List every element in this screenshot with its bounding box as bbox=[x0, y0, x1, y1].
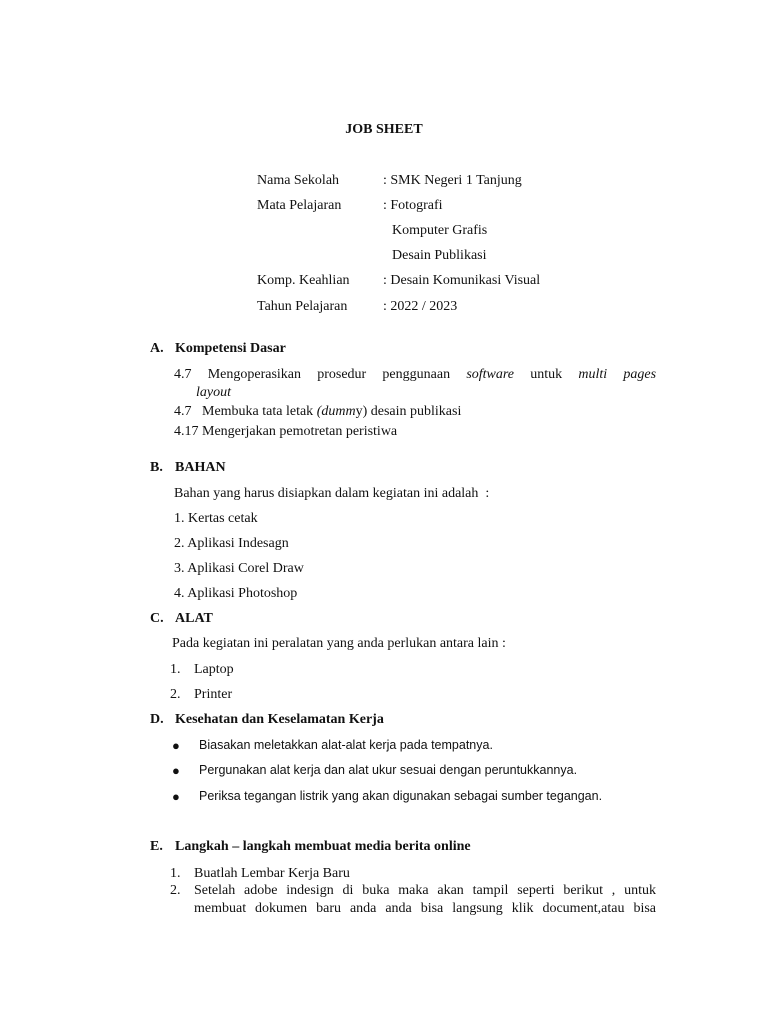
bahan-item-2: 2. Aplikasi Indesagn bbox=[174, 536, 289, 551]
kd-item-1-text: Mengoperasikan prosedur penggunaan bbox=[207, 367, 451, 382]
bahan-intro: Bahan yang harus disiapkan dalam kegiatan ini adalah : bbox=[174, 486, 490, 501]
section-d-letter: D. bbox=[150, 712, 164, 727]
k3-item-2: Pergunakan alat kerja dan alat ukur sesuai dengan peruntukkannya. bbox=[199, 763, 578, 777]
info-value-subject-2: Komputer Grafis bbox=[392, 223, 488, 238]
section-c-title: ALAT bbox=[175, 611, 213, 626]
info-value-subject: : Fotografi bbox=[383, 198, 443, 213]
info-value-expertise: : Desain Komunikasi Visual bbox=[383, 273, 541, 288]
kd-item-1-layout: layout bbox=[196, 385, 231, 400]
section-e-letter: E. bbox=[150, 839, 163, 854]
kd-item-1-multipages: multi pages bbox=[578, 367, 657, 382]
bahan-item-1: 1. Kertas cetak bbox=[174, 511, 258, 526]
section-b-letter: B. bbox=[150, 460, 163, 475]
alat-item-2: Printer bbox=[194, 687, 233, 702]
bullet-icon: ● bbox=[172, 763, 180, 778]
kd-item-1-untuk: untuk bbox=[530, 367, 563, 382]
section-e-title: Langkah – langkah membuat media berita online bbox=[175, 839, 471, 854]
kd-item-3: 4.17 Mengerjakan pemotretan peristiwa bbox=[174, 424, 398, 439]
langkah-item-2-line2: membuat dokumen baru anda anda bisa langsung klik document,atau bisa bbox=[194, 901, 656, 916]
info-label-year: Tahun Pelajaran bbox=[257, 299, 348, 314]
alat-item-1: Laptop bbox=[194, 662, 234, 677]
kd-item-1-num: 4.7 bbox=[174, 367, 192, 382]
bahan-item-3: 3. Aplikasi Corel Draw bbox=[174, 561, 304, 576]
section-a-letter: A. bbox=[150, 341, 164, 356]
bahan-item-4: 4. Aplikasi Photoshop bbox=[174, 586, 298, 601]
section-b-title: BAHAN bbox=[175, 460, 226, 475]
bullet-icon: ● bbox=[172, 789, 180, 804]
k3-item-3: Periksa tegangan listrik yang akan digunakan sebagai sumber tegangan. bbox=[199, 789, 603, 803]
bullet-icon: ● bbox=[172, 738, 180, 753]
alat-intro: Pada kegiatan ini peralatan yang anda perlukan antara lain : bbox=[172, 636, 506, 651]
kd-item-1 bbox=[174, 367, 656, 383]
kd-item-1-software: software bbox=[466, 367, 515, 382]
section-a-heading bbox=[150, 341, 286, 357]
section-d-title: Kesehatan dan Keselamatan Kerja bbox=[175, 712, 384, 727]
langkah-item-1-num: 1. bbox=[170, 866, 181, 881]
info-value-school: : SMK Negeri 1 Tanjung bbox=[383, 173, 522, 188]
info-label-school: Nama Sekolah bbox=[257, 173, 340, 188]
section-e-heading bbox=[150, 839, 471, 855]
langkah-item-2-line1: Setelah adobe indesign di buka maka akan tampil seperti berikut , untuk bbox=[194, 883, 656, 898]
k3-item-1: Biasakan meletakkan alat-alat kerja pada tempatnya. bbox=[199, 738, 493, 752]
info-label-subject: Mata Pelajaran bbox=[257, 198, 342, 213]
langkah-item-1: Buatlah Lembar Kerja Baru bbox=[194, 866, 350, 881]
section-b-heading bbox=[150, 460, 226, 476]
page-title: JOB SHEET bbox=[345, 122, 423, 137]
info-label-expertise: Komp. Keahlian bbox=[257, 273, 350, 288]
section-d-heading bbox=[150, 712, 384, 728]
info-value-subject-3: Desain Publikasi bbox=[392, 248, 487, 263]
alat-item-2-num: 2. bbox=[170, 687, 181, 702]
section-c-letter: C. bbox=[150, 611, 164, 626]
info-value-year: : 2022 / 2023 bbox=[383, 299, 458, 314]
langkah-item-2-num: 2. bbox=[170, 883, 181, 898]
alat-item-1-num: 1. bbox=[170, 662, 181, 677]
section-c-heading bbox=[150, 611, 213, 627]
section-a-title: Kompetensi Dasar bbox=[175, 341, 286, 356]
kd-item-2: 4.7 Membuka tata letak (dummy) desain publikasi bbox=[174, 404, 462, 419]
